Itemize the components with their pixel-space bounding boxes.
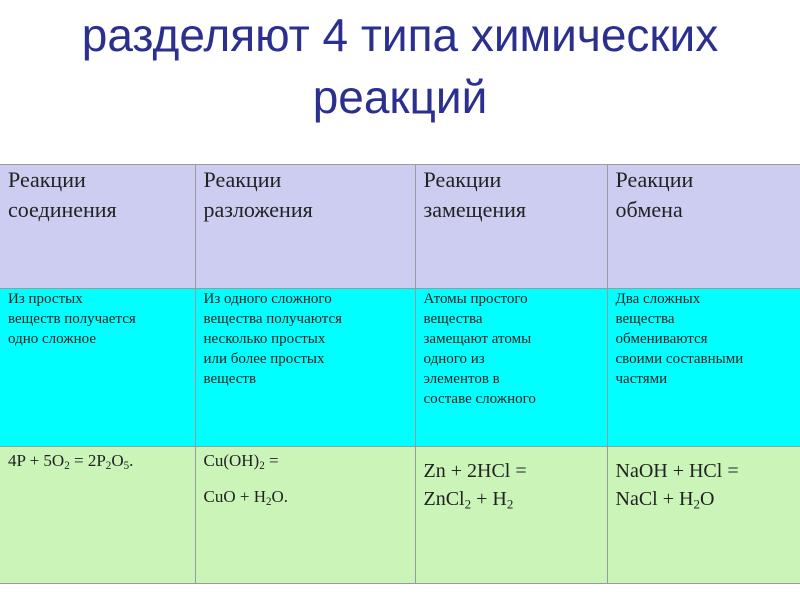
header-cell-substitution: Реакции замещения xyxy=(415,165,607,289)
description-cell-exchange: Два сложных вещества обмениваются своими составными частями xyxy=(607,289,800,447)
equation-cell-substitution xyxy=(415,447,607,584)
reaction-types-table xyxy=(0,164,800,584)
header-cell-decomposition: Реакции разложения xyxy=(195,165,415,289)
slide-title xyxy=(0,4,800,128)
equation-decomposition-line-1: $Cu(OH)_2$ = xyxy=(203,451,279,472)
header-cell-combination: Реакции соединения xyxy=(0,165,195,289)
description-cell-decomposition: Из одного сложного вещества получаются несколько простых или более простых веществ xyxy=(195,289,415,447)
equation-combination: $4P + 5O_2 = 2P_2O_5$. xyxy=(8,451,134,472)
equation-cell-decomposition xyxy=(195,447,415,584)
equation-cell-combination xyxy=(0,447,195,584)
description-row xyxy=(0,289,800,447)
header-cell-exchange: Реакции обмена xyxy=(607,165,800,289)
equation-cell-exchange xyxy=(607,447,800,584)
equation-exchange-line-1: NaOH + HCl = xyxy=(615,460,739,482)
equation-substitution-line-1: Zn + 2HCl = xyxy=(423,460,527,482)
description-cell-combination: Из простых веществ получается одно сложное xyxy=(0,289,195,447)
title-line-2: реакций xyxy=(312,71,488,123)
title-line-1: разделяют 4 типа химических xyxy=(81,9,719,61)
header-row xyxy=(0,165,800,289)
equation-exchange-line-2: NaCl + $H_2O$ xyxy=(615,488,715,512)
equation-row xyxy=(0,447,800,584)
description-cell-substitution: Атомы простого вещества замещают атомы одного из элементов в составе сложного xyxy=(415,289,607,447)
equation-decomposition-line-2: CuO + $H_2O$. xyxy=(203,487,289,508)
equation-substitution-line-2: ZnCl$_2$ + $H_2$ xyxy=(423,488,514,512)
